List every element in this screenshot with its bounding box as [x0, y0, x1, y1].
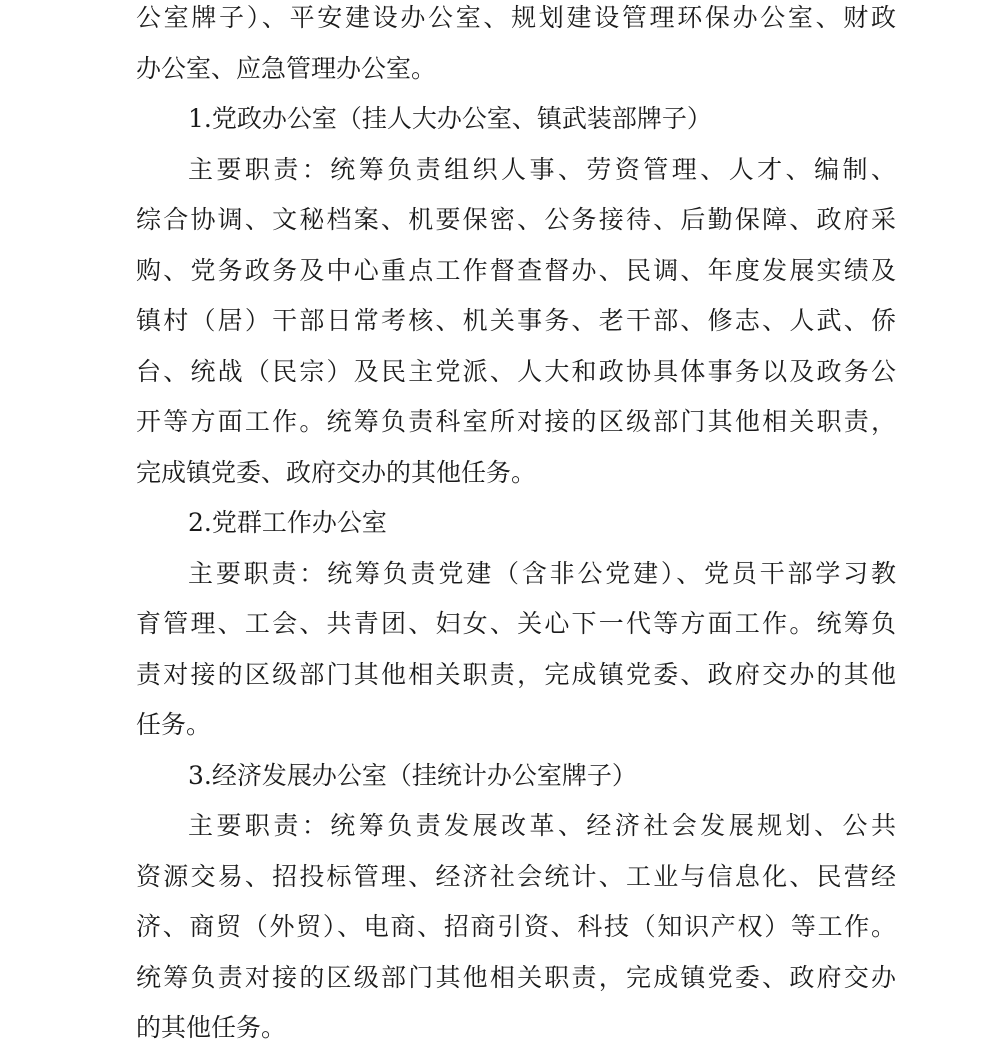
paragraph-line: 任务。 — [136, 710, 212, 739]
paragraph-line: 资源交易、招投标管理、经济社会统计、工业与信息化、民营经 — [136, 862, 896, 891]
paragraph-line: 育管理、工会、共青团、妇女、关心下一代等方面工作。统筹负 — [136, 609, 896, 638]
paragraph-line: 主要职责：统筹负责组织人事、劳资管理、人才、编制、 — [188, 155, 896, 184]
paragraph-line: 办公室、应急管理办公室。 — [136, 54, 437, 83]
paragraph-line: 主要职责：统筹负责党建（含非公党建）、党员干部学习教 — [188, 559, 896, 588]
paragraph-line: 济、商贸（外贸）、电商、招商引资、科技（知识产权）等工作。 — [136, 912, 896, 941]
section-heading: 1.党政办公室（挂人大办公室、镇武装部牌子） — [188, 104, 712, 133]
paragraph-line: 主要职责：统筹负责发展改革、经济社会发展规划、公共 — [188, 811, 896, 840]
section-heading: 3.经济发展办公室（挂统计办公室牌子） — [188, 761, 637, 790]
paragraph-line: 责对接的区级部门其他相关职责，完成镇党委、政府交办的其他 — [136, 660, 896, 689]
paragraph-line: 购、党务政务及中心重点工作督查督办、民调、年度发展实绩及 — [136, 256, 896, 285]
paragraph-line: 统筹负责对接的区级部门其他相关职责，完成镇党委、政府交办 — [136, 963, 896, 992]
paragraph-line: 台、统战（民宗）及民主党派、人大和政协具体事务以及政务公 — [136, 357, 896, 386]
paragraph-line: 公室牌子）、平安建设办公室、规划建设管理环保办公室、财政 — [136, 3, 896, 32]
paragraph-line: 完成镇党委、政府交办的其他任务。 — [136, 458, 537, 487]
paragraph-line: 镇村（居）干部日常考核、机关事务、老干部、修志、人武、侨 — [136, 306, 896, 335]
paragraph-line: 的其他任务。 — [136, 1013, 287, 1042]
paragraph-line: 综合协调、文秘档案、机要保密、公务接待、后勤保障、政府采 — [136, 205, 896, 234]
paragraph-line: 开等方面工作。统筹负责科室所对接的区级部门其他相关职责， — [136, 407, 896, 436]
section-heading: 2.党群工作办公室 — [188, 508, 387, 537]
